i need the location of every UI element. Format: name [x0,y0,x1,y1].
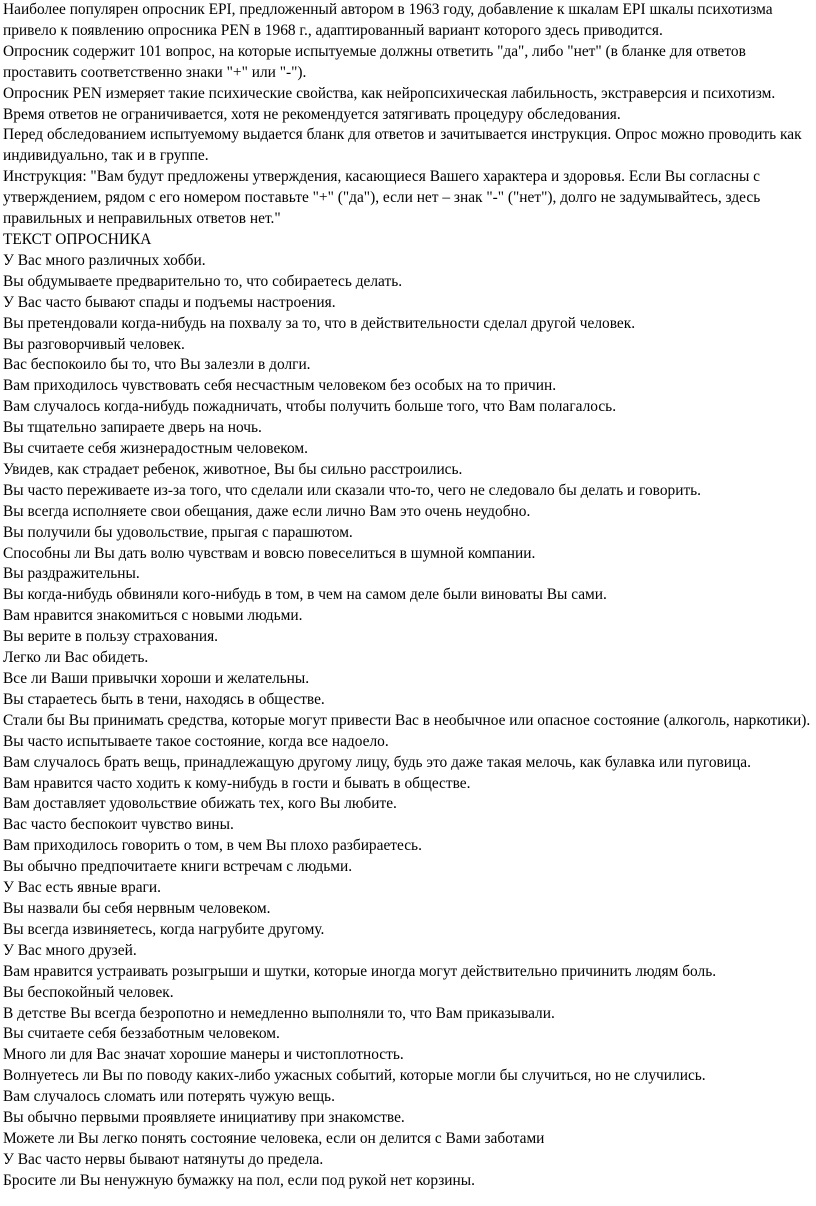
question-item: Вы стараетесь быть в тени, находясь в обществе. [3,690,325,708]
question-item: Вам нравится устраивать розыгрыши и шутки, которые иногда могут действительно причинить людям боль. [3,962,717,980]
question-item: Вам случалось когда-нибудь пожадничать, чтобы получить больше того, что Вам полагалось. [3,398,617,416]
question-item: У Вас много различных хобби. [3,251,206,269]
question-item: У Вас есть явные враги. [3,879,161,897]
question-item: Вы тщательно запираете дверь на ночь. [3,419,262,437]
question-item: Вы верите в пользу страхования. [3,628,219,646]
question-item: У Вас часто нервы бывают натянуты до предела. [3,1150,324,1168]
questions-list [3,251,812,1192]
question-item: Вам случалось брать вещь, принадлежащую другому лицу, будь это даже такая мелочь, как булавка или пуговица. [3,753,751,771]
intro-section [3,0,812,230]
question-item: Вы всегда извиняетесь, когда нагрубите другому. [3,920,325,938]
intro-paragraph: Время ответов не ограничивается, хотя не рекомендуется затягивать процедуру обследования. [3,105,621,123]
intro-paragraph: Опросник содержит 101 вопрос, на которые испытуемые должны ответить "да", либо "нет" (в бланке для ответов проставить соответственно знаки "+" или "-"). [3,42,746,81]
question-item: У Вас много друзей. [3,941,137,959]
question-item: Вам приходилось говорить о том, в чем Вы плохо разбираетесь. [3,837,422,855]
intro-paragraph: Наиболее популярен опросник EPI, предложенный автором в 1963 году, добавление к шкалам EPI шкалы психотизма привело к появлению опросника PEN в 1968 г., адаптированный вариант которого здесь приводится. [3,1,773,39]
question-item: Вам приходилось чувствовать себя несчастным человеком без особых на то причин. [3,377,557,395]
question-item: Увидев, как страдает ребенок, животное, Вы бы сильно расстроились. [3,460,463,478]
question-item: Вас беспокоило бы то, что Вы залезли в долги. [3,356,311,374]
question-item: Вас часто беспокоит чувство вины. [3,816,234,834]
question-item: Вы всегда исполняете свои обещания, даже если лично Вам это очень неудобно. [3,502,531,520]
question-item: Вы раздражительны. [3,565,140,583]
question-item: Бросите ли Вы ненужную бумажку на пол, если под рукой нет корзины. [3,1171,475,1189]
question-item: Вы претендовали когда-нибудь на похвалу за то, что в действительности сделал другой человек. [3,314,636,332]
question-item: Вам нравится знакомиться с новыми людьми. [3,607,303,625]
question-item: Можете ли Вы легко понять состояние человека, если он делится с Вами заботами [3,1129,545,1147]
question-item: Стали бы Вы принимать средства, которые могут привести Вас в необычное или опасное состояние (алкоголь, наркотики). [3,711,811,729]
question-item: Вы считаете себя жизнерадостным человеком. [3,440,308,458]
intro-paragraph: Опросник PEN измеряет такие психические свойства, как нейропсихическая лабильность, экстраверсия и психотизм. [3,84,776,102]
question-item: Вы разговорчивый человек. [3,335,185,353]
question-item: Вы обычно предпочитаете книги встречам с людьми. [3,858,353,876]
question-item: Волнуетесь ли Вы по поводу каких-либо ужасных событий, которые могли бы случиться, но не случились. [3,1067,706,1085]
question-item: Вы когда-нибудь обвиняли кого-нибудь в том, в чем на самом деле были виноваты Вы сами. [3,586,607,604]
question-item: Вы часто переживаете из-за того, что сделали или сказали что-то, чего не следовало бы делать и говорить. [3,481,702,499]
question-item: Вы беспокойный человек. [3,983,174,1001]
question-item: Много ли для Вас значат хорошие манеры и чистоплотность. [3,1046,404,1064]
intro-paragraph: Перед обследованием испытуемому выдается бланк для ответов и зачитывается инструкция. Опрос можно проводить как индивидуально, так и в группе. [3,126,802,165]
question-item: Вы часто испытываете такое состояние, когда все надоело. [3,732,389,750]
question-item: Вы обычно первыми проявляете инициативу при знакомстве. [3,1109,405,1127]
question-item: Способны ли Вы дать волю чувствам и вовсю повеселиться в шумной компании. [3,544,536,562]
section-title: ТЕКСТ ОПРОСНИКА [3,230,152,248]
question-item: В детстве Вы всегда безропотно и немедленно выполняли то, что Вам приказывали. [3,1004,555,1022]
question-item: Вам нравится часто ходить к кому-нибудь в гости и бывать в обществе. [3,774,471,792]
question-item: У Вас часто бывают спады и подъемы настроения. [3,293,336,311]
question-item: Легко ли Вас обидеть. [3,649,149,667]
question-item: Все ли Ваши привычки хороши и желательны. [3,670,310,687]
instruction-paragraph: Инструкция: "Вам будут предложены утверждения, касающиеся Вашего характера и здоровья. Если Вы согласны с утверждением, рядом с его номером поставьте "+" ("да"), если нет – знак "-" ("нет"), долго не задумывайтесь, здесь правильных и неправильных ответов нет." [3,168,761,228]
question-item: Вам случалось сломать или потерять чужую вещь. [3,1088,335,1106]
question-item: Вы получили бы удовольствие, прыгая с парашютом. [3,523,353,541]
question-item: Вам доставляет удовольствие обижать тех, кого Вы любите. [3,795,397,813]
question-item: Вы назвали бы себя нервным человеком. [3,899,271,917]
question-item: Вы считаете себя беззаботным человеком. [3,1025,280,1043]
question-item: Вы обдумываете предварительно то, что собираетесь делать. [3,272,403,290]
